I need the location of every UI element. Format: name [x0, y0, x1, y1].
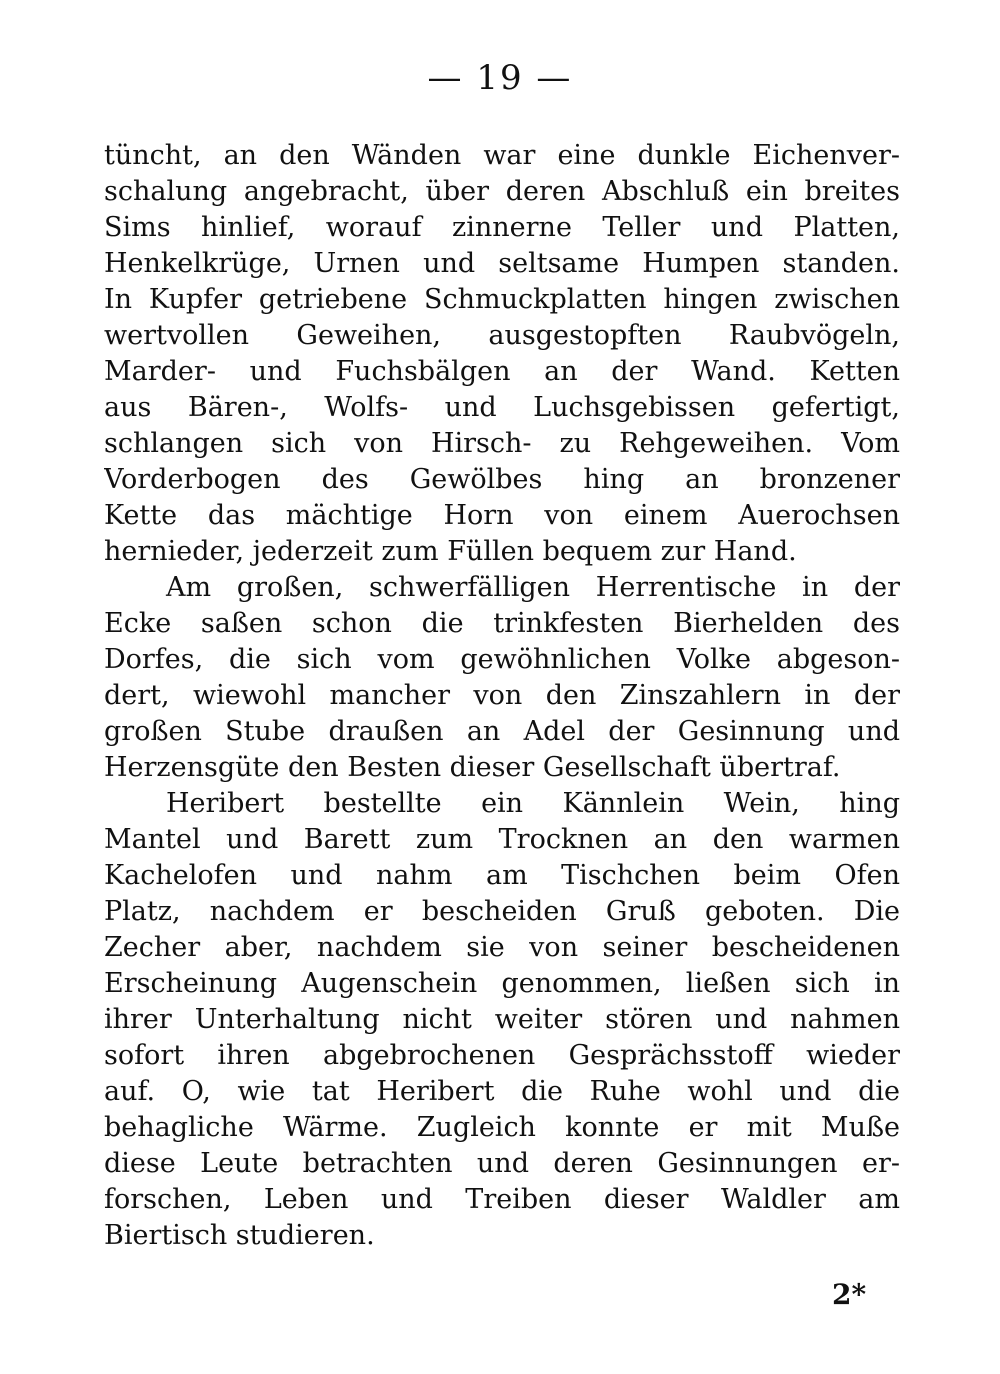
body-text: [104, 138, 900, 1254]
text-line: Dorfes, die sich vom gewöhnlichen Volke abgeson-: [104, 644, 900, 675]
text-line: Mantel und Barett zum Trocknen an den warmen: [104, 824, 900, 855]
text-line: auf. O, wie tat Heribert die Ruhe wohl und die: [104, 1076, 900, 1107]
text-line: Am großen, schwerfälligen Herrentische in der: [166, 572, 900, 603]
text-line: Ecke saßen schon die trinkfesten Bierhelden des: [104, 608, 900, 639]
text-line: Herzensgüte den Besten dieser Gesellschaft übertraf.: [104, 752, 841, 783]
text-line: schalung angebracht, über deren Abschluß ein breites: [104, 176, 900, 207]
text-line: Zecher aber, nachdem sie von seiner bescheidenen: [104, 932, 900, 963]
text-line: Kette das mächtige Horn von einem Auerochsen: [104, 500, 900, 531]
text-line: diese Leute betrachten und deren Gesinnungen er-: [104, 1148, 900, 1179]
text-line: schlangen sich von Hirsch- zu Rehgeweihen. Vom: [104, 428, 900, 459]
text-line: dert, wiewohl mancher von den Zinszahlern in der: [104, 680, 900, 711]
text-line: großen Stube draußen an Adel der Gesinnung und: [104, 716, 900, 747]
text-line: wertvollen Geweihen, ausgestopften Raubvögeln,: [104, 320, 900, 351]
text-line: Sims hinlief, worauf zinnerne Teller und Platten,: [104, 212, 900, 243]
text-line: Kachelofen und nahm am Tischchen beim Ofen: [104, 860, 900, 891]
text-line: Biertisch studieren.: [104, 1220, 375, 1251]
text-line: aus Bären-, Wolfs- und Luchsgebissen gefertigt,: [104, 392, 900, 423]
text-line: Erscheinung Augenschein genommen, ließen sich in: [104, 968, 900, 999]
text-line: forschen, Leben und Treiben dieser Waldler am: [104, 1184, 900, 1215]
signature-mark: 2*: [832, 1278, 867, 1311]
text-line: behagliche Wärme. Zugleich konnte er mit Muße: [104, 1112, 900, 1143]
text-line: Marder- und Fuchsbälgen an der Wand. Ketten: [104, 356, 900, 387]
text-line: Henkelkrüge, Urnen und seltsame Humpen standen.: [104, 248, 900, 279]
text-line: sofort ihren abgebrochenen Gesprächsstoff wieder: [104, 1040, 900, 1071]
text-line: Platz, nachdem er bescheiden Gruß geboten. Die: [104, 896, 900, 927]
text-line: tüncht, an den Wänden war eine dunkle Eichenver-: [104, 140, 900, 171]
text-line: hernieder, jederzeit zum Füllen bequem zur Hand.: [104, 536, 797, 567]
text-line: Vorderbogen des Gewölbes hing an bronzener: [104, 464, 900, 495]
text-line: In Kupfer getriebene Schmuckplatten hingen zwischen: [104, 284, 900, 315]
page-number: — 19 —: [427, 58, 573, 98]
text-line: ihrer Unterhaltung nicht weiter stören und nahmen: [104, 1004, 900, 1035]
text-line: Heribert bestellte ein Kännlein Wein, hing: [166, 788, 900, 819]
